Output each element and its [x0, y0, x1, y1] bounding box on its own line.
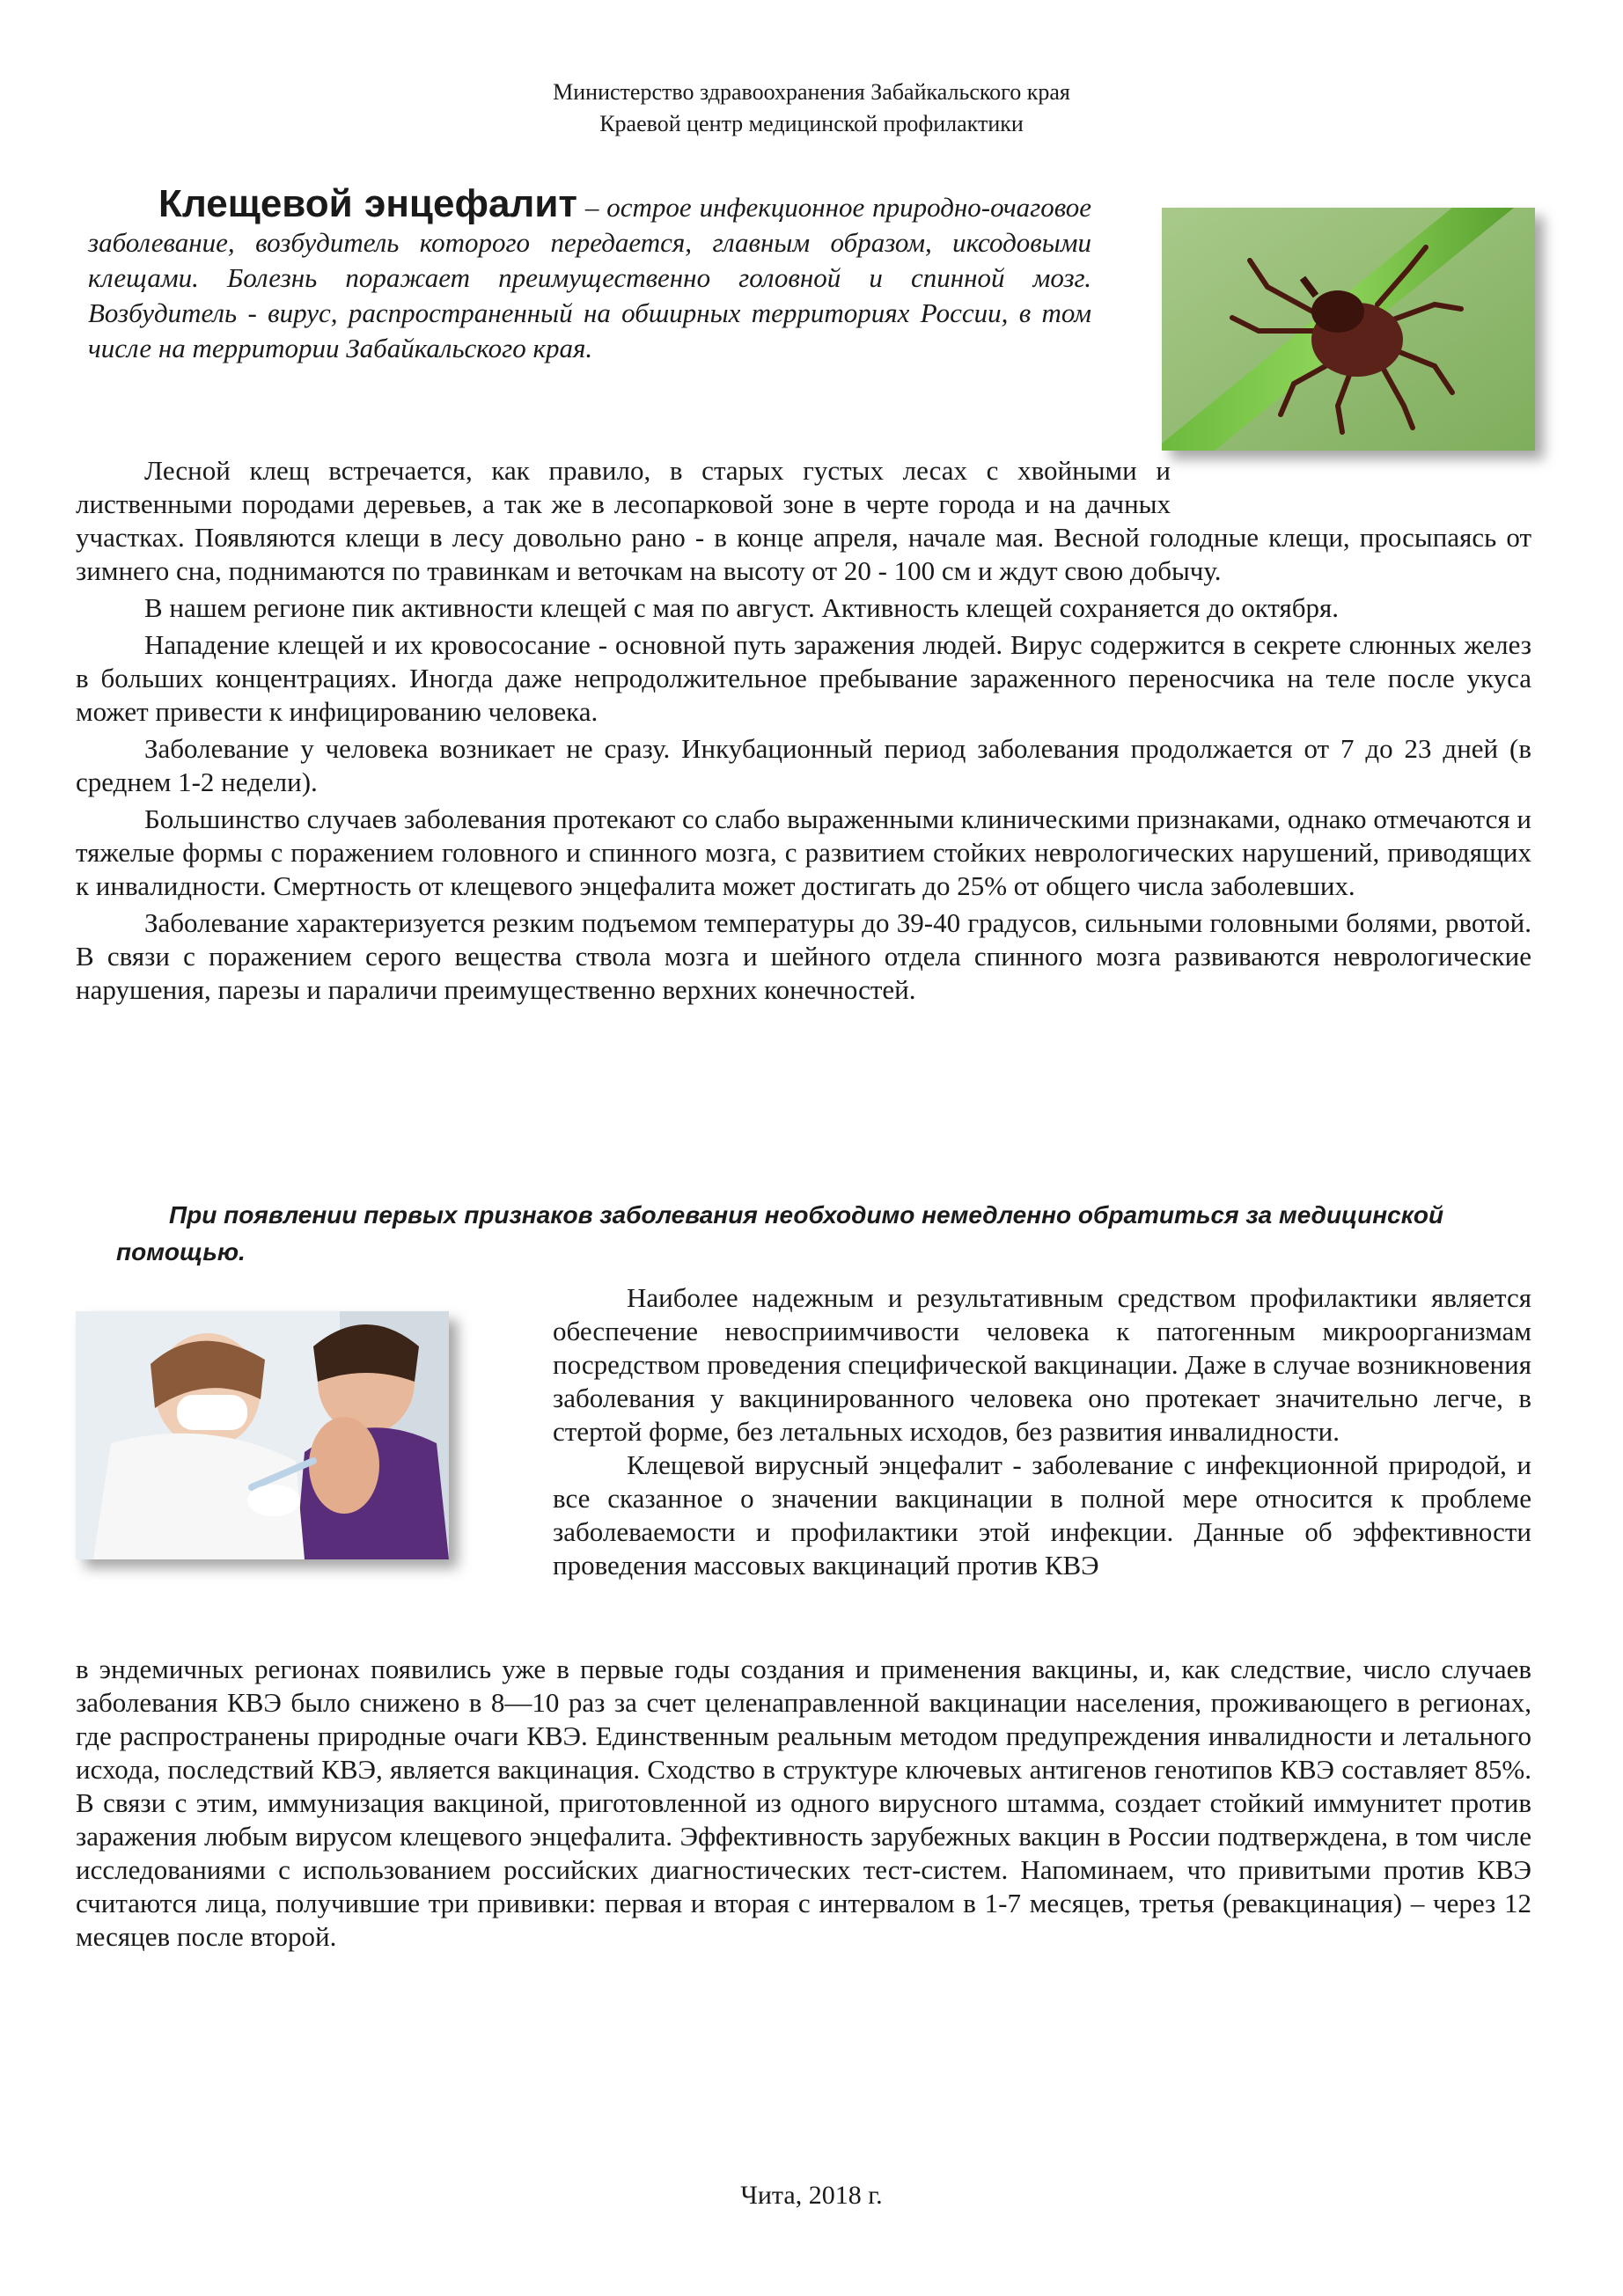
center-name: Краевой центр медицинской профилактики [599, 111, 1024, 136]
vaccination-photo [76, 1311, 449, 1559]
page-title: Клещевой энцефалит [158, 182, 577, 225]
main-text [76, 454, 1531, 1007]
paragraph-symptoms: Заболевание характеризуется резким подъемом температуры до 39-40 градусов, сильными головными болями, рвотой. В связи с поражением серого вещества ствола мозга и шейного отдела спинного мозга развиваются неврологические нарушения, парезы и параличи преимущественно верхних конечностей. [76, 907, 1531, 1005]
paragraph-season: В нашем регионе пик активности клещей с мая по август. Активность клещей сохраняется до октября. [144, 592, 1340, 623]
place-date: Чита, 2018 г. [740, 2181, 883, 2210]
photo-wrap-spacer [1171, 454, 1531, 493]
paragraph-incubation: Заболевание у человека возникает не сразу. Инкубационный период заболевания продолжается от 7 до 23 дней (в среднем 1-2 недели). [76, 733, 1531, 797]
paragraph-prevention: Наиболее надежным и результативным средством профилактики является обеспечение невосприимчивости человека к патогенным микроорганизмам посредством проведения специфической вакцинации. Даже в случае возникновения заболевания у вакцинированного человека оно протекает значительно легче, в стертой форме, без летальных исходов, без развития инвалидности. [553, 1282, 1531, 1447]
vaccination-text-column [553, 1281, 1531, 1582]
vaccination-text-full [76, 1653, 1531, 1954]
paragraph-habitat: Лесной клещ встречается, как правило, в старых густых лесах с хвойными и лиственными породами деревьев, а так же в лесопарковой зоне в черте города и на дачных участках. Появляются клещи в лесу довольно рано - в конце апреля, начале мая. Весной голодные клещи, просыпаясь от зимнего сна, поднимаются по травинкам и веточкам на высоту от 20 - 100 см и ждут свою добычу. [76, 455, 1531, 586]
paragraph-transmission: Нападение клещей и их кровососание - основной путь заражения людей. Вирус содержится в секрете слюнных желез в больших концентрациях. Иногда даже непродолжительное пребывание зараженного переносчика на теле после укуса может привести к инфицированию человека. [76, 629, 1531, 727]
paragraph-severity: Большинство случаев заболевания протекают со слабо выраженными клиническими признаками, однако отмечаются и тяжелые формы с поражением головного и спинного мозга, с развитием стойких неврологических нарушений, приводящих к инвалидности. Смертность от клещевого энцефалита может достигать до 25% от общего числа заболевших. [76, 803, 1531, 901]
paragraph-tbe-vaccination: Клещевой вирусный энцефалит - заболевание с инфекционной природой, и все сказанное о значении вакцинации в полной мере относится к проблеме заболеваемости и профилактики этой инфекции. Данные об эффективности проведения массовых вакцинаций против КВЭ [553, 1449, 1531, 1581]
tick-photo [1162, 208, 1535, 451]
ministry-name: Министерство здравоохранения Забайкальского края [553, 79, 1070, 105]
paragraph-vaccination-effect: в эндемичных регионах появились уже в первые годы создания и применения вакцины, и, как следствие, число случаев заболевания КВЭ было снижено в 8—10 раз за счет целенаправленной вакцинации населения, проживающего в регионах, где распространены природные очаги КВЭ. Единственным реальным методом предупреждения инвалидности и летального исхода, последствий КВЭ, является вакцинация. Сходство в структуре ключевых антигенов генотипов КВЭ составляет 85%. В связи с этим, иммунизация вакциной, приготовленной из одного вирусного штамма, создает стойкий иммунитет против заражения любым вирусом клещевого энцефалита. Эффективность зарубежных вакцин в России подтверждена, в том числе исследованиями с использованием российских диагностических тест-систем. Напоминаем, что привитыми против КВЭ считаются лица, получившие три прививки: первая и вторая с интервалом в 1-7 месяцев, третья (ревакцинация) – через 12 месяцев после второй. [76, 1654, 1531, 1952]
urgent-notice: При появлении первых признаков заболевания необходимо немедленно обратиться за медицинской помощью. [116, 1201, 1444, 1265]
intro-paragraph [88, 182, 1092, 366]
intro-definition: – острое инфекционное природно-очаговое заболевание, возбудитель которого передается, главным образом, иксодовыми клещами. Болезнь поражает преимущественно головной и спинной мозг. Возбудитель - вирус, распространенный на обширных территориях России, в том числе на территории Забайкальского края. [88, 192, 1092, 363]
